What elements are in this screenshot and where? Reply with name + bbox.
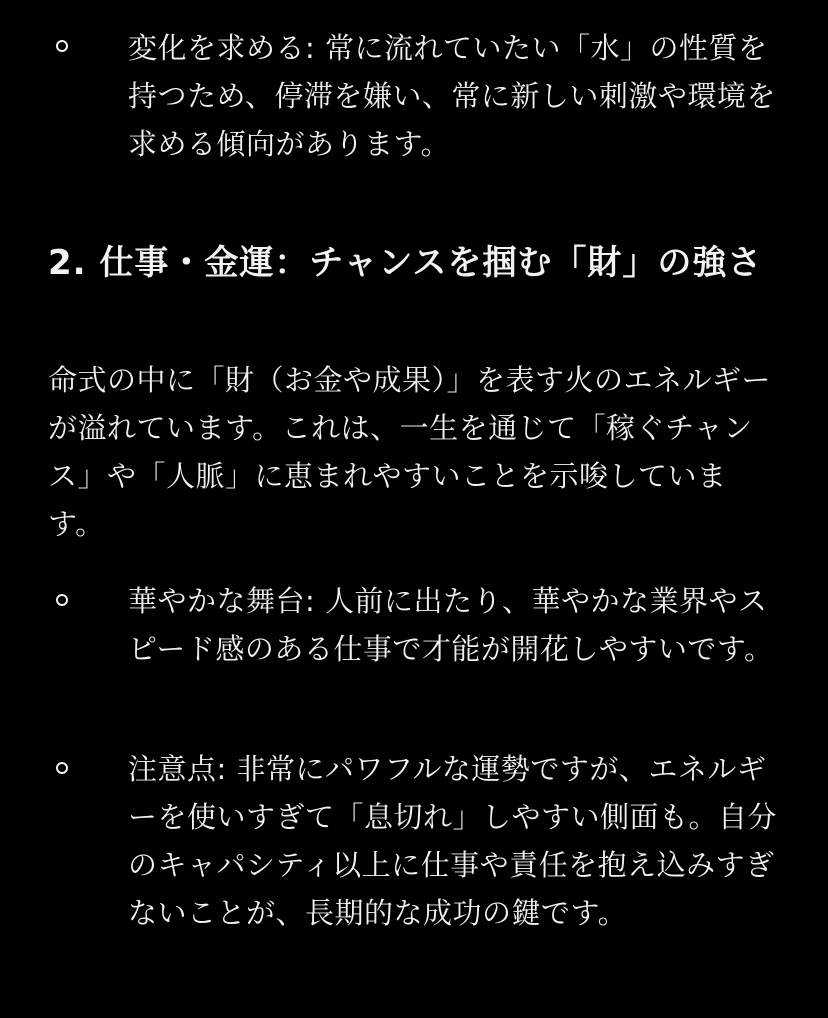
hollow-circle-bullet-icon bbox=[56, 40, 68, 52]
list-item-text: 華やかな舞台: 人前に出たり、華やかな業界やスピード感のある仕事で才能が開花しやすいです。 bbox=[128, 584, 774, 666]
section-heading: 2. 仕事・金運：チャンスを掴む「財」の強さ bbox=[48, 243, 763, 283]
list-item-text: 注意点: 非常にパワフルな運勢ですが、エネルギーを使いすぎて「息切れ」しやすい側面も。自分のキャパシティ以上に仕事や責任を抱え込みすぎないことが、長期的な成功の鍵です。 bbox=[128, 752, 778, 930]
list-item-text: 変化を求める: 常に流れていたい「水」の性質を持つため、停滞を嫌い、常に新しい刺激や環境を求める傾向があります。 bbox=[128, 31, 776, 161]
hollow-circle-bullet-icon bbox=[56, 762, 68, 774]
body-paragraph: 命式の中に「財（お金や成果）」を表す火のエネルギーが溢れています。これは、一生を通じて「稼ぐチャンス」や「人脈」に恵まれやすいことを示唆しています。 bbox=[48, 363, 772, 541]
hollow-circle-bullet-icon bbox=[56, 594, 68, 606]
